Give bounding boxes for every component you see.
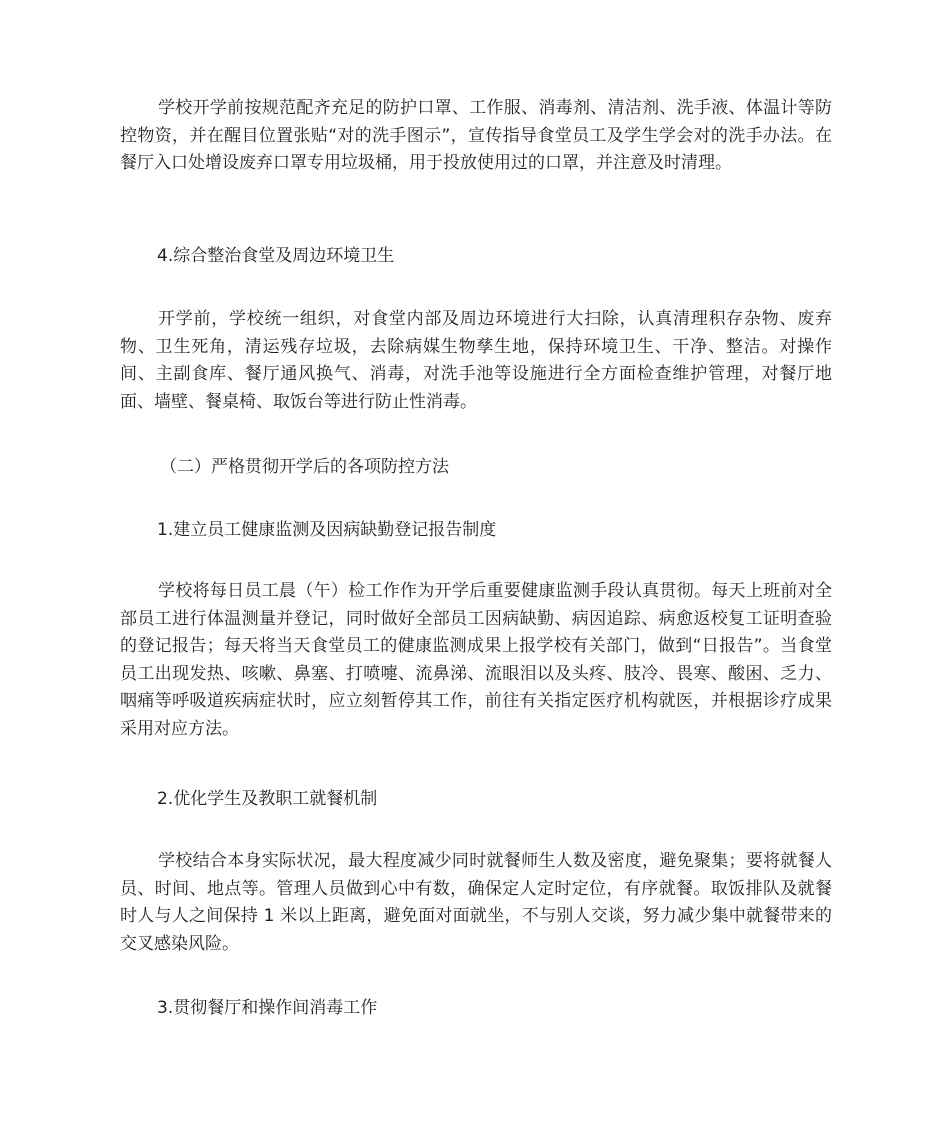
paragraph-dining-arrangement: 学校结合本身实际状况，最大程度减少同时就餐师生人数及密度，避免聚集；要将就餐人员、时间、地点等。管理人员做到心中有数，确保定人定时定位，有序就餐。取饭排队及就餐时人与人之间保持 1 米以上距离，避免面对面就坐，不与别人交谈，努力减少集中就餐带来的交叉感染风险。 xyxy=(120,851,832,954)
heading-section-1: 1.建立员工健康监测及因病缺勤登记报告制度 xyxy=(157,520,497,540)
heading-section-2: 2.优化学生及教职工就餐机制 xyxy=(157,789,378,809)
heading-part-two: （二）严格贯彻开学后的各项防控方法 xyxy=(160,457,449,477)
heading-section-3: 3.贯彻餐厅和操作间消毒工作 xyxy=(157,998,378,1018)
paragraph-environment-cleaning: 开学前，学校统一组织，对食堂内部及周边环境进行大扫除，认真清理积存杂物、废弃物、卫生死角，清运残存垃圾，去除病媒生物孳生地，保持环境卫生、干净、整洁。对操作间、主副食库、餐厅通风换气、消毒，对洗手池等设施进行全方面检查维护管理，对餐厅地面、墙壁、餐桌椅、取饭台等进行防止性消毒。 xyxy=(120,309,832,412)
heading-section-4: 4.综合整治食堂及周边环境卫生 xyxy=(157,246,395,266)
paragraph-health-monitoring: 学校将每日员工晨（午）检工作作为开学后重要健康监测手段认真贯彻。每天上班前对全部员工进行体温测量并登记，同时做好全部员工因病缺勤、病因追踪、病愈返校复工证明查验的登记报告；每天将当天食堂员工的健康监测成果上报学校有关部门，做到“日报告”。当食堂员工出现发热、咳嗽、鼻塞、打喷嚏、流鼻涕、流眼泪以及头疼、肢冷、畏寒、酸困、乏力、咽痛等呼吸道疾病症状时，应立刻暂停其工作，前往有关指定医疗机构就医，并根据诊疗成果采用对应方法。 xyxy=(120,581,832,739)
paragraph-protective-supplies: 学校开学前按规范配齐充足的防护口罩、工作服、消毒剂、清洁剂、洗手液、体温计等防控物资，并在醒目位置张贴“对的洗手图示”，宣传指导食堂员工及学生学会对的洗手办法。在餐厅入口处增设废弃口罩专用垃圾桶，用于投放使用过的口罩，并注意及时清理。 xyxy=(120,98,832,173)
